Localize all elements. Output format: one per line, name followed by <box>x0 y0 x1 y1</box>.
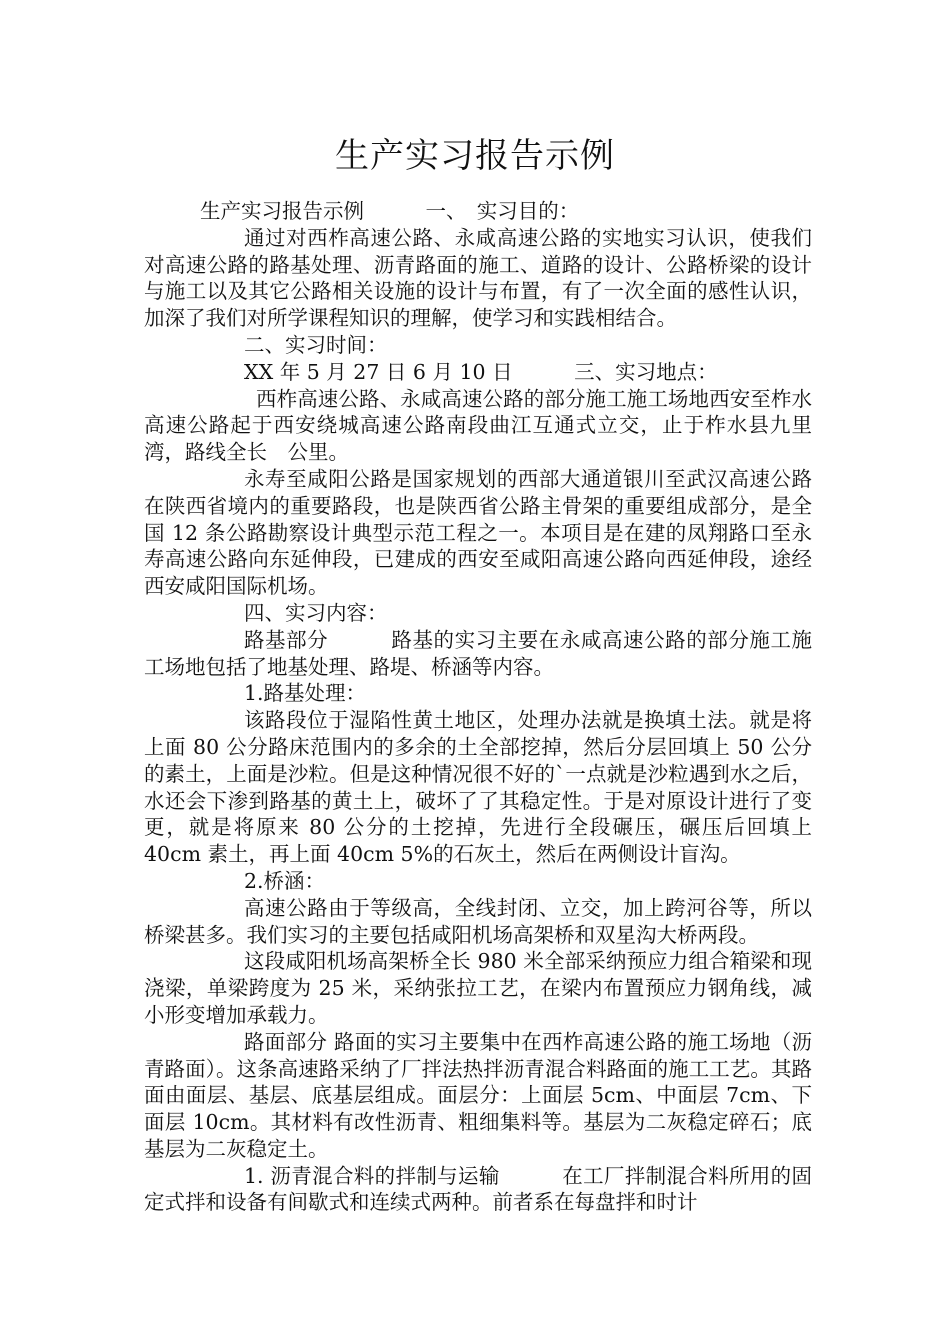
paragraph-pavement: 路面部分 路面的实习主要集中在西柞高速公路的施工场地（沥青路面）。这条高速路采纳了厂拌法热拌沥青混合料路面的施工工艺。其路面由面层、基层、底基层组成。面层分：上面层 5cm、中面层 7cm、下面层 10cm。其材料有改性沥青、粗细集料等。基层为二灰稳定碎石；底基层为二灰稳定土。 <box>144 1029 812 1161</box>
time-location-line: XX 年 5 月 27 日 6 月 10 日 三、实习地点： <box>244 359 718 384</box>
paragraph-asphalt-mixing: 1. 沥青混合料的拌制与运输 在工厂拌制混合料所用的固定式拌和设备有间歇式和连续式两种。前者系在每盘拌和时计 <box>144 1163 812 1215</box>
paragraph-purpose: 通过对西柞高速公路、永咸高速公路的实地实习认识，使我们对高速公路的路基处理、沥青路面的施工、道路的设计、公路桥梁的设计与施工以及其它公路相关设施的设计与布置，有了一次全面的感性认识，加深了我们对所学课程知识的理解，使学习和实践相结合。 <box>144 225 812 331</box>
paragraph-subgrade: 路基部分 路基的实习主要在永咸高速公路的部分施工施工场地包括了地基处理、路堤、桥涵等内容。 <box>144 627 812 679</box>
heading-subgrade-treatment: 1.路基处理： <box>244 681 367 706</box>
document-body <box>144 198 812 1216</box>
heading-bridges: 2.桥涵： <box>244 868 326 893</box>
heading-time: 二、实习时间： <box>244 332 388 357</box>
paragraph-viaduct: 这段咸阳机场高架桥全长 980 米全部采纳预应力组合箱梁和现浇梁，单梁跨度为 25 米，采纳张拉工艺，在梁内布置预应力钢角线，减小形变增加承载力。 <box>144 949 812 1027</box>
paragraph-bridges: 高速公路由于等级高，全线封闭、立交，加上跨河谷等，所以桥梁甚多。我们实习的主要包括咸阳机场高架桥和双星沟大桥两段。 <box>144 895 812 947</box>
page-title: 生产实习报告示例 <box>335 136 615 176</box>
paragraph-location: 西柞高速公路、永咸高速公路的部分施工施工场地西安至柞水高速公路起于西安绕城高速公路南段曲江互通式立交，止于柞水县九里湾，路线全长 公里。 <box>144 386 812 465</box>
heading-content: 四、实习内容： <box>244 600 388 625</box>
intro-line: 生产实习报告示例 一、 实习目的： <box>200 199 580 223</box>
paragraph-treatment: 该路段位于湿陷性黄土地区，处理办法就是换填土法。就是将上面 80 公分路床范围内的多余的土全部挖掉，然后分层回填上 50 公分的素土，上面是沙粒。但是这种情况很不好的`一点就是沙粒遇到水之后，水还会下渗到路基的黄土上，破坏了了其稳定性。于是对原设计进行了变更，就是将原来 80 公分的土挖掉，先进行全段碾压，碾压后回填上 40cm 素土，再上面 40cm 5%的石灰土，然后在两侧设计盲沟。 <box>144 708 812 867</box>
paragraph-yongxian: 永寿至咸阳公路是国家规划的西部大通道银川至武汉高速公路在陕西省境内的重要路段，也是陕西省公路主骨架的重要组成部分，是全国 12 条公路勘察设计典型示范工程之一。本项目是在建的凤翔路口至永寿高速公路向东延伸段，已建成的西安至咸阳高速公路向西延伸段，途经西安咸阳国际机场。 <box>144 466 812 599</box>
